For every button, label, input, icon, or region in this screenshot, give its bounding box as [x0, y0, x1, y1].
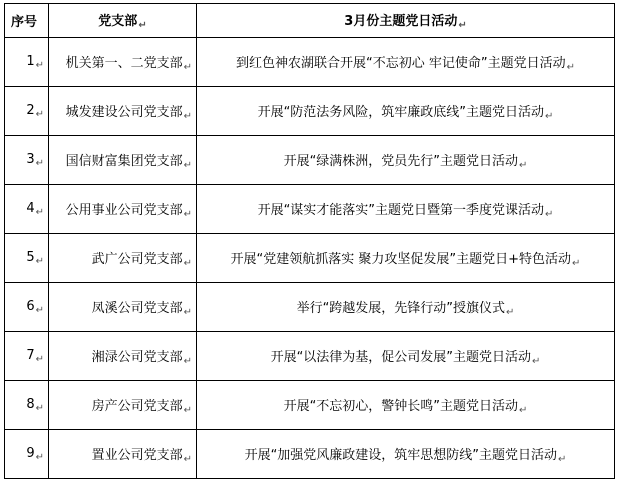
row-branch: 房产公司党支部$_↵$	[49, 381, 197, 430]
paragraph-mark: ↵	[545, 110, 554, 122]
table-row	[5, 381, 615, 430]
row-branch: 凤溪公司党支部$_↵$	[49, 283, 197, 332]
paragraph-mark: ↵	[566, 61, 575, 73]
row-index: $5_↵$	[5, 234, 49, 283]
table-row	[5, 136, 615, 185]
paragraph-mark: ↵	[572, 257, 581, 269]
paragraph-mark: ↵	[183, 404, 192, 416]
paragraph-mark: ↵	[183, 306, 192, 318]
paragraph-mark: ↵	[35, 451, 44, 463]
paragraph-mark: ↵	[532, 355, 541, 367]
row-activity: 开展“绿满株洲，党员先行”主题党日活动$_↵$	[197, 136, 615, 185]
paragraph-mark: ↵	[519, 404, 528, 416]
row-branch: 公用事业公司党支部$_↵$	[49, 185, 197, 234]
paragraph-mark: ↵	[183, 453, 192, 465]
row-index: $6_↵$	[5, 283, 49, 332]
paragraph-mark: ↵	[35, 304, 44, 316]
row-branch: 机关第一、二党支部$_↵$	[49, 38, 197, 87]
activity-table	[4, 3, 615, 479]
paragraph-mark: ↵	[506, 306, 515, 318]
row-branch: 武广公司党支部$_↵$	[49, 234, 197, 283]
paragraph-mark: ↵	[458, 20, 467, 31]
row-index: $1_↵$	[5, 38, 49, 87]
header-index: 序号	[5, 4, 49, 38]
paragraph-mark: ↵	[35, 157, 44, 169]
row-branch: 国信财富集团党支部$_↵$	[49, 136, 197, 185]
row-branch: 湘渌公司党支部$_↵$	[49, 332, 197, 381]
paragraph-mark: ↵	[183, 208, 192, 220]
row-branch: 城发建设公司党支部$_↵$	[49, 87, 197, 136]
row-activity: 开展“不忘初心，警钟长鸣”主题党日活动$_↵$	[197, 381, 615, 430]
paragraph-mark: ↵	[35, 59, 44, 71]
paragraph-mark: ↵	[35, 353, 44, 365]
table-row	[5, 38, 615, 87]
row-branch: 置业公司党支部$_↵$	[49, 430, 197, 479]
header-activity: 3月份主题党日活动$_↵$	[197, 4, 615, 38]
row-index: $2_↵$	[5, 87, 49, 136]
row-index: $9_↵$	[5, 430, 49, 479]
row-activity: 开展“党建领航抓落实 聚力攻坚促发展”主题党日+特色活动$_↵$	[197, 234, 615, 283]
row-index: $3_↵$	[5, 136, 49, 185]
table-row	[5, 234, 615, 283]
paragraph-mark: ↵	[183, 159, 192, 171]
table-row	[5, 430, 615, 479]
row-activity: 举行“跨越发展，先锋行动”授旗仪式$_↵$	[197, 283, 615, 332]
row-activity: 到红色神农湖联合开展“不忘初心 牢记使命”主题党日活动$_↵$	[197, 38, 615, 87]
row-index: $4_↵$	[5, 185, 49, 234]
table-row	[5, 283, 615, 332]
paragraph-mark: ↵	[35, 108, 44, 120]
row-index: $7_↵$	[5, 332, 49, 381]
paragraph-mark: ↵	[545, 208, 554, 220]
row-activity: 开展“谋实才能落实”主题党日暨第一季度党课活动$_↵$	[197, 185, 615, 234]
paragraph-mark: ↵	[183, 110, 192, 122]
paragraph-mark: ↵	[35, 402, 44, 414]
row-index: $8_↵$	[5, 381, 49, 430]
table-row	[5, 332, 615, 381]
paragraph-mark: ↵	[138, 20, 147, 31]
header-branch: 党支部$_↵$	[49, 4, 197, 38]
table-row	[5, 87, 615, 136]
paragraph-mark: ↵	[558, 453, 567, 465]
paragraph-mark: ↵	[183, 61, 192, 73]
row-activity: 开展“以法律为基，促公司发展”主题党日活动$_↵$	[197, 332, 615, 381]
row-activity: 开展“加强党风廉政建设，筑牢思想防线”主题党日活动$_↵$	[197, 430, 615, 479]
paragraph-mark: ↵	[183, 257, 192, 269]
paragraph-mark: ↵	[183, 355, 192, 367]
paragraph-mark: ↵	[35, 255, 44, 267]
paragraph-mark: ↵	[519, 159, 528, 171]
header-row	[5, 4, 615, 38]
table-row	[5, 185, 615, 234]
row-activity: 开展“防范法务风险，筑牢廉政底线”主题党日活动$_↵$	[197, 87, 615, 136]
paragraph-mark: ↵	[35, 206, 44, 218]
